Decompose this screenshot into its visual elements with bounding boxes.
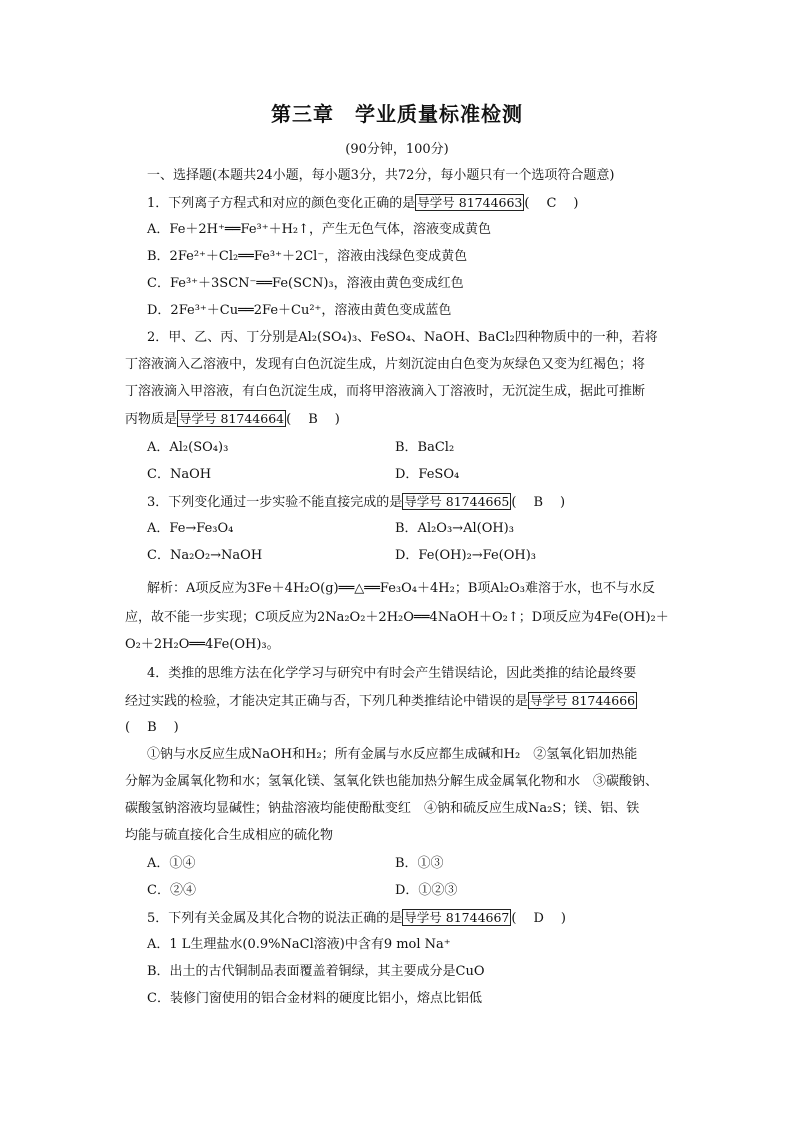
q3-option-a: A．Fe→Fe₃O₄ xyxy=(147,521,234,536)
q3-answer: ( B ) xyxy=(511,495,568,510)
q4-code: 导学号 81744666 xyxy=(530,693,636,708)
q2-option-c: C．NaOH xyxy=(147,467,212,482)
q4-option-d: D．①②③ xyxy=(395,883,458,898)
q1-option-c: C．Fe³⁺＋3SCN⁻══Fe(SCN)₃，溶液由黄色变成红色 xyxy=(147,276,464,291)
q5-option-c: C．装修门窗使用的铝合金材料的硬度比铝小，熔点比铝低 xyxy=(147,991,482,1006)
q3-option-b: B．Al₂O₃→Al(OH)₃ xyxy=(395,521,514,536)
q4-stem-text: 经过实践的检验，才能决定其正确与否，下列几种类推结论中错误的是 xyxy=(125,694,529,709)
q2-stem-line2: 丁溶液滴入乙溶液中，发现有白色沉淀生成，片刻沉淀由白色变为灰绿色又变为红褐色；将 xyxy=(125,357,646,372)
page-title: 第三章 学业质量标准检测 xyxy=(271,102,523,126)
q1-code: 导学号 81744663 xyxy=(417,195,523,210)
q1-option-b: B．2Fe²⁺＋Cl₂══Fe³⁺＋2Cl⁻，溶液由浅绿色变成黄色 xyxy=(147,249,468,264)
q2-stem-line1: 2．甲、乙、丙、丁分别是Al₂(SO₄)₃、FeSO₄、NaOH、BaCl₂四种物质中的一种，若将 xyxy=(147,330,658,345)
q2-stem-line3: 丁溶液滴入甲溶液，有白色沉淀生成，而将甲溶液滴入丁溶液时，无沉淀生成，据此可推断 xyxy=(125,384,646,399)
q4-statement-line3: 碳酸氢钠溶液均显碱性；钠盐溶液均能使酚酞变红 ④钠和硫反应生成Na₂S；镁、铝、铁 xyxy=(125,801,640,816)
q4-answer-text: ( B ) xyxy=(125,720,181,735)
q3-option-d: D．Fe(OH)₂→Fe(OH)₃ xyxy=(395,548,537,563)
q1-option-a: A．Fe＋2H⁺══Fe³⁺＋H₂↑，产生无色气体，溶液变成黄色 xyxy=(147,222,492,237)
q4-option-c: C．②④ xyxy=(147,883,196,898)
q1-stem-text: 1．下列离子方程式和对应的颜色变化正确的是 xyxy=(147,196,416,211)
q3-option-c: C．Na₂O₂→NaOH xyxy=(147,548,263,563)
q4-statement-line4: 均能与硫直接化合生成相应的硫化物 xyxy=(125,828,334,843)
q2-option-a: A．Al₂(SO₄)₃ xyxy=(147,440,229,455)
q2-option-d: D．FeSO₄ xyxy=(395,467,460,482)
q4-answer xyxy=(125,719,678,737)
q4-option-a: A．①④ xyxy=(147,856,196,871)
q2-answer: ( B ) xyxy=(286,412,342,427)
q3-code: 导学号 81744665 xyxy=(404,494,510,509)
q5-option-a: A．1 L生理盐水(0.9%NaCl溶液)中含有9 mol Na⁺ xyxy=(147,937,451,952)
q3-stem xyxy=(147,493,677,512)
q4-statement-line2: 分解为金属氧化物和水；氢氧化镁、氢氧化铁也能加热分解生成金属氧化物和水 ③碳酸钠、 xyxy=(125,774,659,789)
q5-answer: ( D ) xyxy=(511,911,568,926)
page-subtitle: (90分钟，100分) xyxy=(345,142,449,157)
q5-stem-text: 5．下列有关金属及其化合物的说法正确的是 xyxy=(147,911,403,926)
q3-analysis-line3: O₂＋2H₂O══4Fe(OH)₃。 xyxy=(125,637,280,652)
section-header: 一、选择题(本题共24小题，每小题3分，共72分，每小题只有一个选项符合题意) xyxy=(147,168,615,183)
q4-stem-line2 xyxy=(125,692,678,711)
q1-answer: ( C ) xyxy=(524,196,581,211)
q5-code: 导学号 81744667 xyxy=(404,910,510,925)
q3-analysis-line1 xyxy=(147,580,677,598)
q3-analysis-line2: 应，故不能一步实现；C项反应为2Na₂O₂＋2H₂O══4NaOH＋O₂↑；D项反应为4Fe(OH)₂＋ xyxy=(125,610,669,625)
q5-stem xyxy=(147,909,677,928)
q5-option-b: B．出土的古代铜制品表面覆盖着铜绿，其主要成分是CuO xyxy=(147,964,485,979)
q1-stem xyxy=(147,194,677,213)
q2-option-b: B．BaCl₂ xyxy=(395,440,455,455)
q2-stem-text: 丙物质是 xyxy=(125,412,178,427)
q1-option-d: D．2Fe³⁺＋Cu══2Fe＋Cu²⁺，溶液由黄色变成蓝色 xyxy=(147,303,452,318)
q4-option-b: B．①③ xyxy=(395,856,444,871)
q4-statement-line1: ①钠与水反应生成NaOH和H₂；所有金属与水反应都生成碱和H₂ ②氢氧化铝加热能 xyxy=(147,747,638,762)
q2-stem-line4 xyxy=(125,410,678,429)
q2-code: 导学号 81744664 xyxy=(179,411,285,426)
q3-stem-text: 3．下列变化通过一步实验不能直接完成的是 xyxy=(147,495,403,510)
q4-stem-line1: 4．类推的思维方法在化学学习与研究中有时会产生错误结论，因此类推的结论最终要 xyxy=(147,666,637,681)
analysis-label: 解析 xyxy=(147,581,174,596)
q3-analysis-text1: ：A项反应为3Fe＋4H₂O(g)══△══Fe₃O₄＋4H₂；B项Al₂O₃难溶于水，也不与水反 xyxy=(173,581,656,596)
